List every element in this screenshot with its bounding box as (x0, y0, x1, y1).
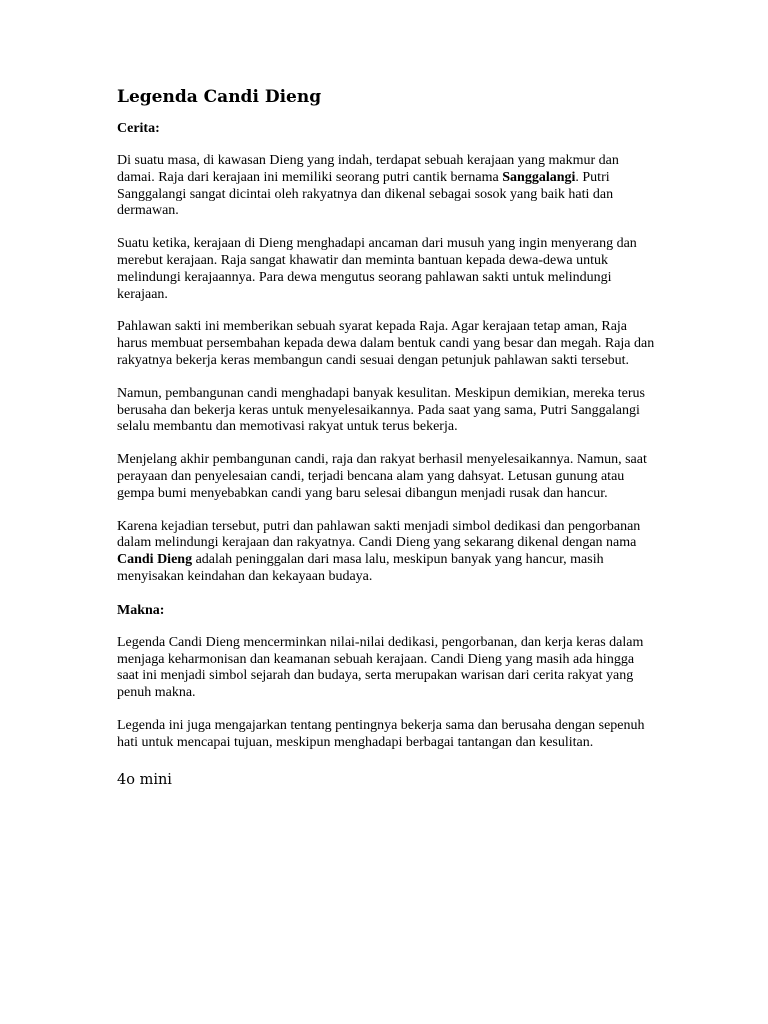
cerita-heading: Cerita: (117, 121, 160, 136)
candi-name-bold: Candi Dieng (117, 552, 193, 568)
cerita-paragraph-5: Menjelang akhir pembangunan candi, raja dan rakyat berhasil menyelesaikannya. Namun, saat perayaan dan penyelesaian candi, terjadi bencana alam yang dahsyat. Letusan gunung atau gempa bumi menyebabkan candi yang baru selesai dibangun menjadi rusak dan hancur. (117, 452, 647, 501)
document-page (117, 86, 657, 790)
model-label: 4o mini (117, 771, 172, 788)
makna-heading: Makna: (117, 602, 165, 618)
makna-paragraph-2: Legenda ini juga mengajarkan tentang pentingnya bekerja sama dan berusaha dengan sepenuh hati untuk mencapai tujuan, meskipun menghadapi berbagai tantangan dan kesulitan. (117, 717, 645, 750)
cerita-paragraph-4: Namun, pembangunan candi menghadapi banyak kesulitan. Meskipun demikian, mereka terus berusaha dan bekerja keras untuk menyelesaikannya. Pada saat yang sama, Putri Sanggalangi selalu membantu dan memotivasi rakyat untuk terus bekerja. (117, 385, 645, 435)
cerita-paragraph-2: Suatu ketika, kerajaan di Dieng menghadapi ancaman dari musuh yang ingin menyerang dan merebut kerajaan. Raja sangat khawatir dan meminta bantuan kepada dewa-dewa untuk melindungi kerajaannya. Para dewa mengutus seorang pahlawan sakti untuk melindungi kerajaan. (117, 236, 637, 302)
cerita-paragraph-1-text-after: . Putri Sanggalangi sangat dicintai oleh rakyatnya dan dikenal sebagai sosok yang baik hati dan dermawan. (117, 169, 614, 219)
document-title: Legenda Candi Dieng (117, 87, 322, 107)
putri-name-bold: Sanggalangi (502, 169, 576, 185)
cerita-paragraph-6 (117, 519, 657, 586)
cerita-paragraph-6-text-before: Karena kejadian tersebut, putri dan pahlawan sakti menjadi simbol dedikasi dan pengorbanan dalam melindungi kerajaan dan rakyatnya. Candi Dieng yang sekarang dikenal dengan nama (117, 518, 641, 551)
makna-paragraph-1: Legenda Candi Dieng mencerminkan nilai-nilai dedikasi, pengorbanan, dan kerja keras dalam menjaga keharmonisan dan keamanan sebuah kerajaan. Candi Dieng yang masih ada hingga saat ini menjadi simbol sejarah dan budaya, serta merupakan warisan dari cerita rakyat yang penuh makna. (117, 634, 644, 701)
cerita-paragraph-1-text-before: Di suatu masa, di kawasan Dieng yang indah, terdapat sebuah kerajaan yang makmur dan damai. Raja dari kerajaan ini memiliki seorang putri cantik bernama (117, 153, 619, 185)
cerita-paragraph-1 (117, 153, 657, 220)
cerita-paragraph-3: Pahlawan sakti ini memberikan sebuah syarat kepada Raja. Agar kerajaan tetap aman, Raja harus membuat persembahan kepada dewa dalam bentuk candi yang besar dan megah. Raja dan rakyatnya bekerja keras membangun candi sesuai dengan petunjuk pahlawan sakti tersebut. (117, 319, 655, 368)
cerita-paragraph-6-text-after: adalah peninggalan dari masa lalu, meskipun banyak yang hancur, masih menyisakan keindahan dan kekayaan budaya. (117, 552, 604, 584)
